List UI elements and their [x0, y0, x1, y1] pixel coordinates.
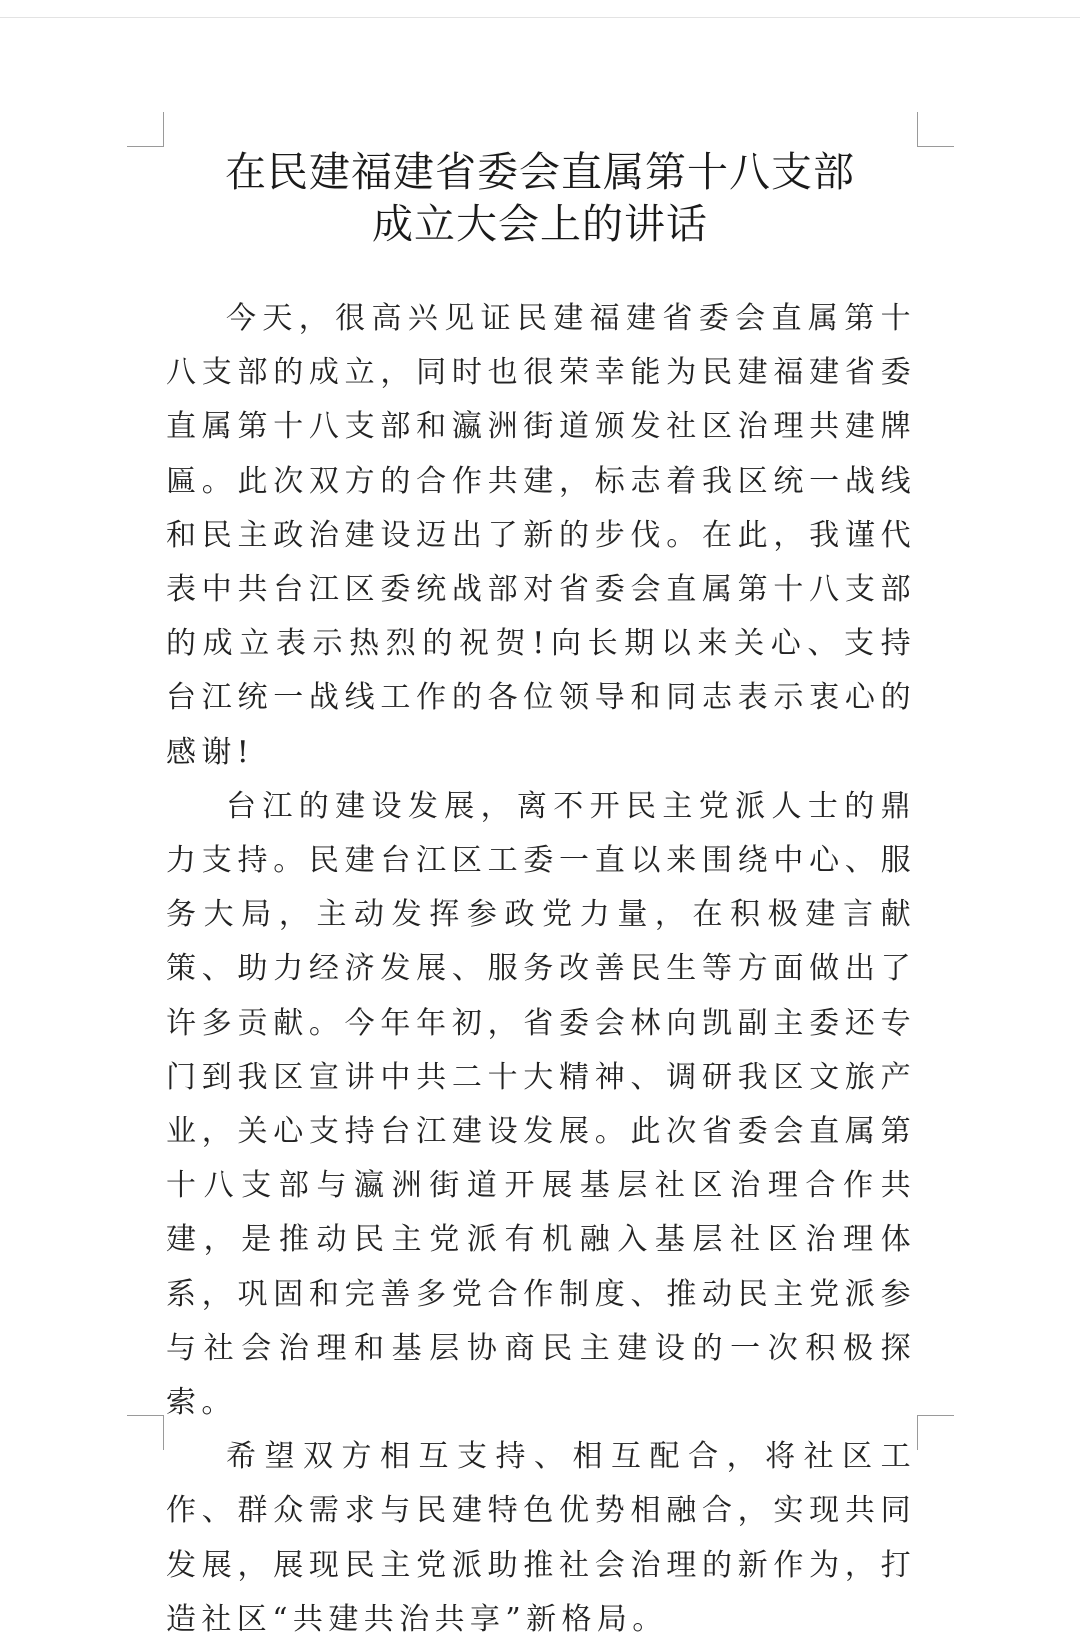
document-body [166, 292, 916, 1647]
crop-mark-bottom-left [163, 1415, 164, 1450]
crop-mark-bottom-right [917, 1415, 918, 1450]
document-title [140, 146, 940, 250]
document-title-line-2: 成立大会上的讲话 [372, 200, 708, 248]
crop-mark-top-left [163, 112, 164, 147]
page-top-border [0, 17, 1080, 18]
document-title-line-1: 在民建福建省委会直属第十八支部 [225, 148, 855, 196]
crop-mark-top-right [917, 112, 918, 147]
body-paragraph-3: 希望双方相互支持、相互配合，将社区工作、群众需求与民建特色优势相融合，实现共同发展，展现民主党派助推社会治理的新作为，打造社区“共建共治共享”新格局。 [166, 1439, 916, 1637]
crop-mark-bottom-right [917, 1415, 954, 1416]
body-paragraph-2: 台江的建设发展，离不开民主党派人士的鼎力支持。民建台江区工委一直以来围绕中心、服务大局，主动发挥参政党力量，在积极建言献策、助力经济发展、服务改善民生等方面做出了许多贡献。今年年初，省委会林向凯副主委还专门到我区宣讲中共二十大精神、调研我区文旅产业，关心支持台江建设发展。此次省委会直属第十八支部与瀛洲街道开展基层社区治理合作共建，是推动民主党派有机融入基层社区治理体系，巩固和完善多党合作制度、推动民主党派参与社会治理和基层协商民主建设的一次积极探索。 [166, 788, 916, 1421]
crop-mark-bottom-left [127, 1415, 164, 1416]
body-paragraph-1: 今天，很高兴见证民建福建省委会直属第十八支部的成立，同时也很荣幸能为民建福建省委直属第十八支部和瀛洲街道颁发社区治理共建牌匾。此次双方的合作共建，标志着我区统一战线和民主政治建设迈出了新的步伐。在此，我谨代表中共台江区委统战部对省委会直属第十八支部的成立表示热烈的祝贺!向长期以来关心、支持台江统一战线工作的各位领导和同志表示衷心的感谢! [166, 301, 916, 770]
